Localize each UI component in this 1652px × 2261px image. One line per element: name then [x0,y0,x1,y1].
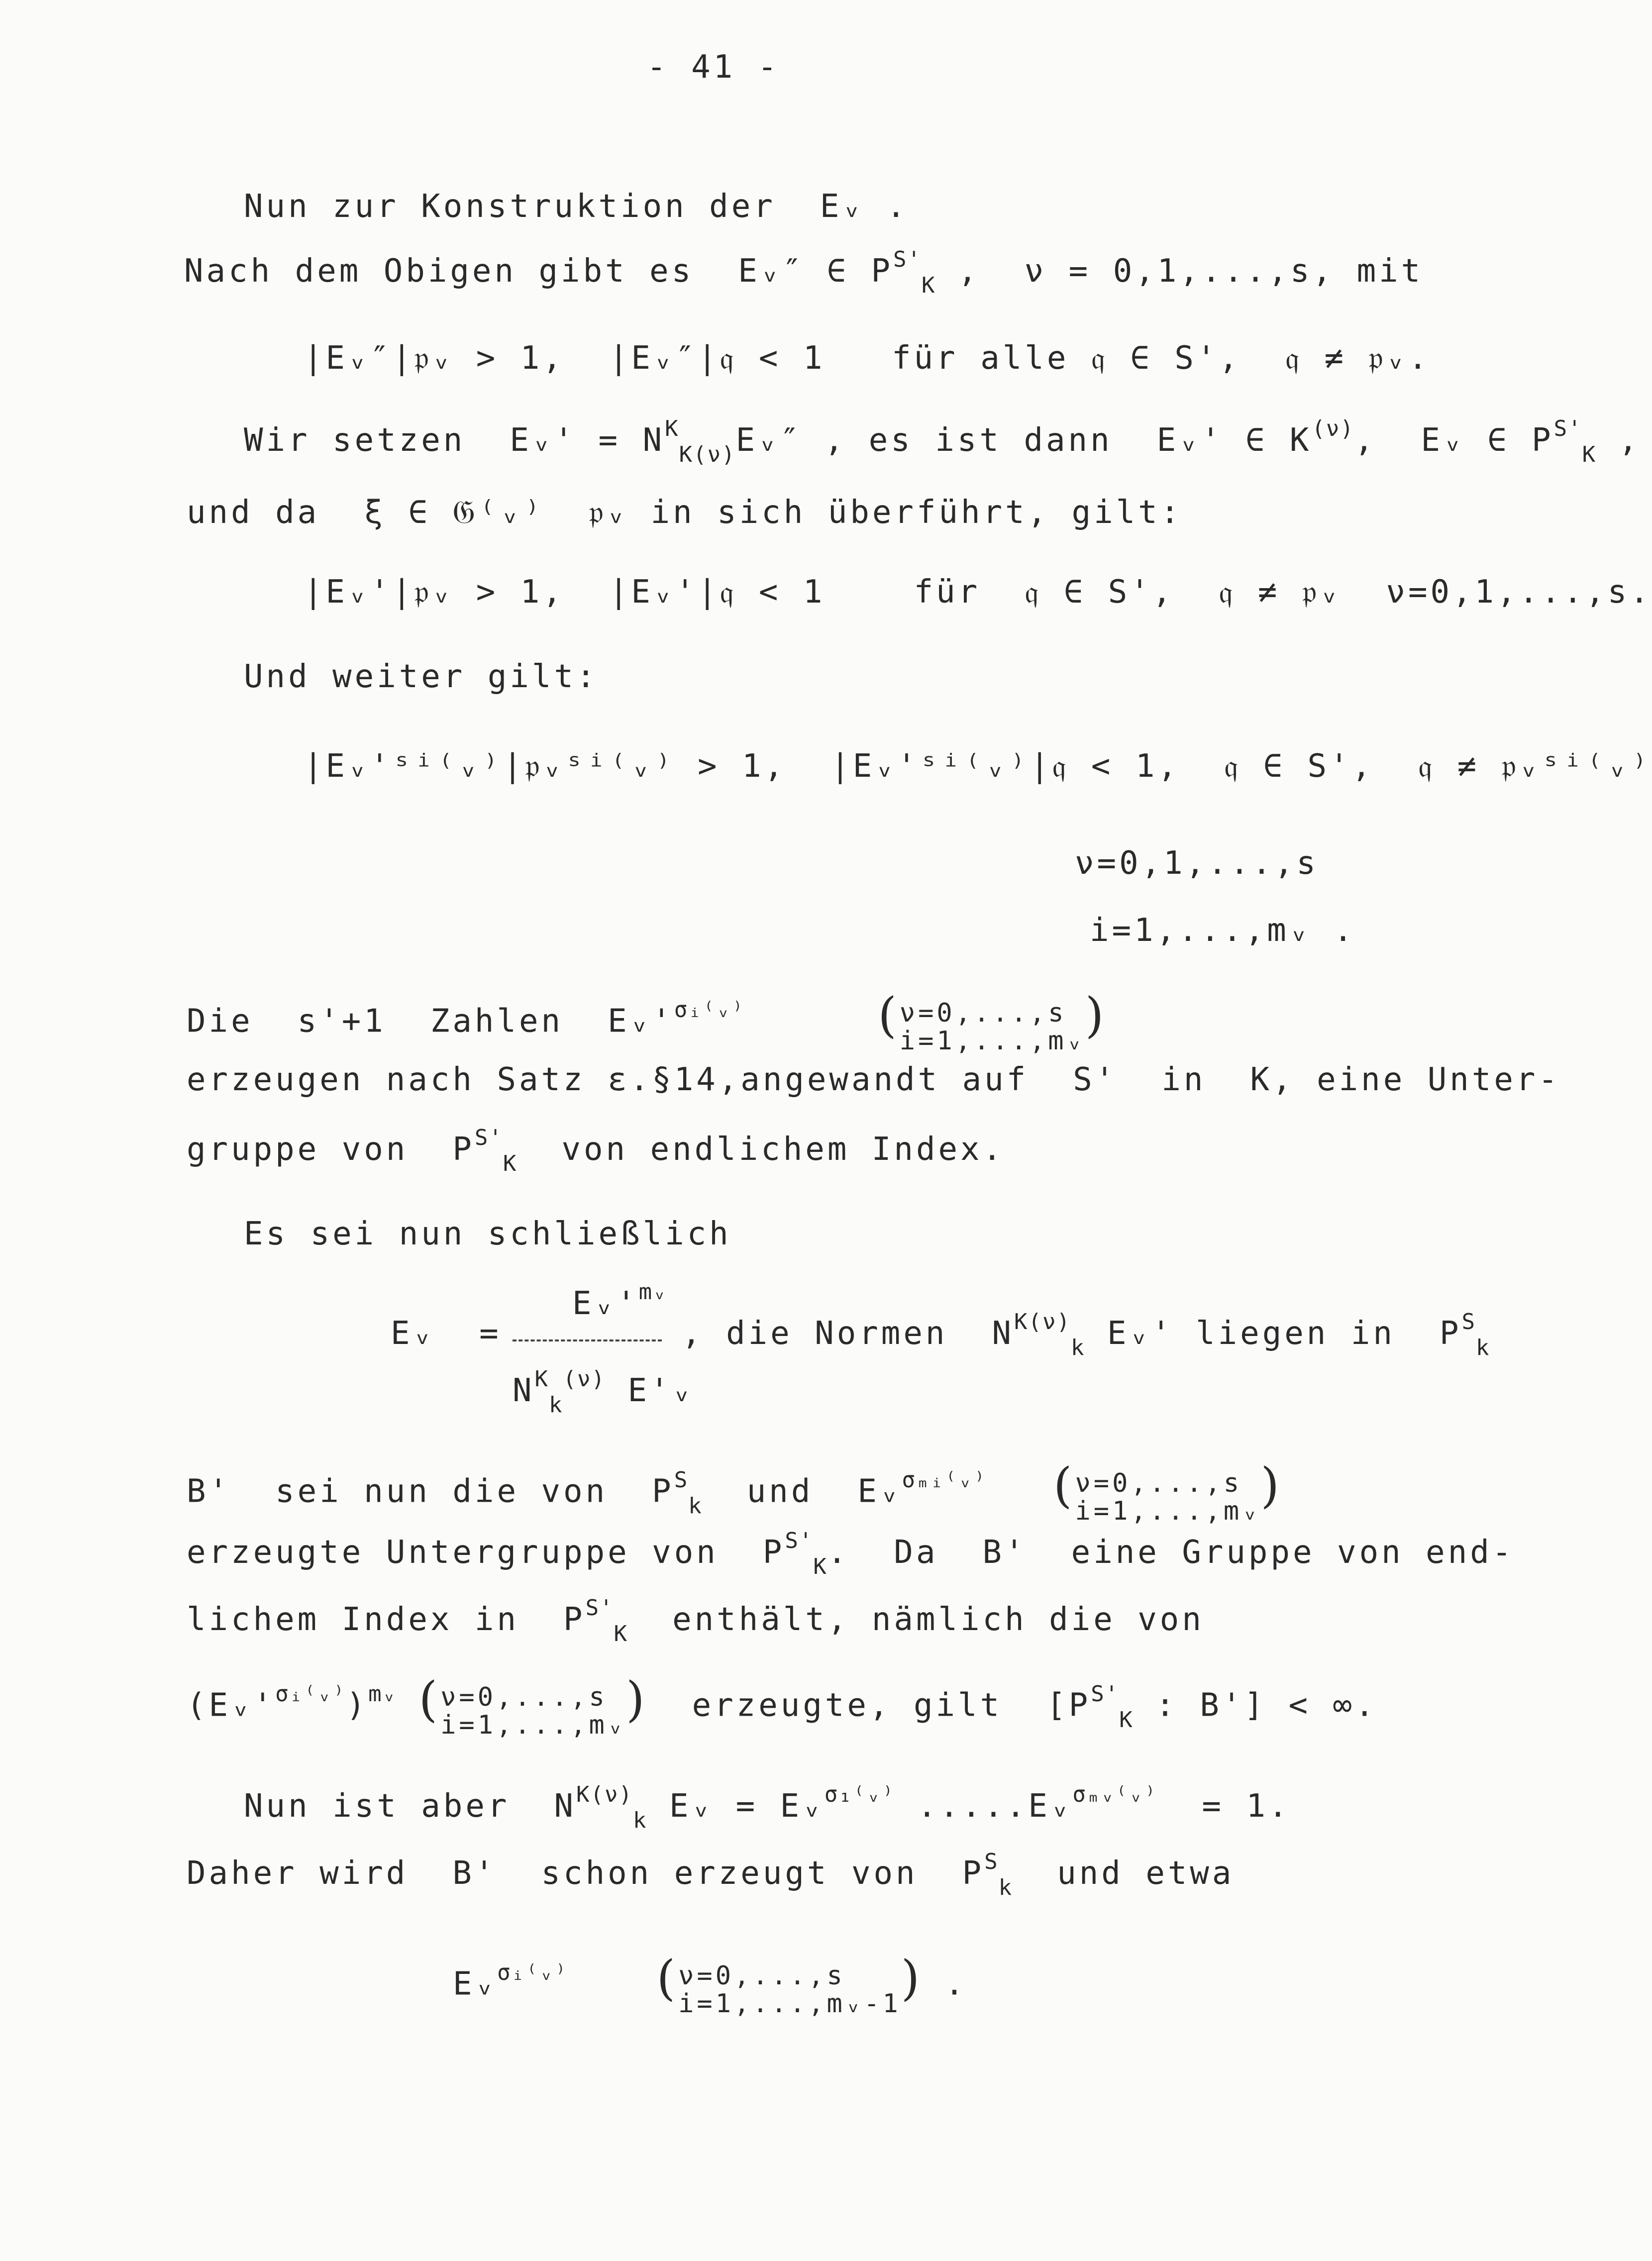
range-line: i=1,...,mᵥ . [1090,912,1356,949]
paren: ( [656,1950,679,2006]
stack-bottom: i=1,...,mᵥ-1 [678,1989,901,2019]
formula-line: |Eᵥ'|𝔭ᵥ > 1, |Eᵥ'|𝔮 < 1 für 𝔮 ∈ S', 𝔮 ≠ 𝔭ᵥ ν=0,1,...,s. [304,574,1652,611]
text-segment: , die Normen N [682,1315,1014,1352]
text-segment: ) [346,1687,369,1724]
subscript: k [688,1493,703,1519]
stack-bottom: i=1,...,mᵥ [899,1026,1085,1056]
text-line [244,1782,1291,1833]
text-segment: , Eᵥ ∈ P [1354,422,1554,459]
index-stack [1075,1469,1260,1525]
stack-top: ν=0,...,s [440,1682,608,1712]
text-segment: (Eᵥ' [187,1687,276,1724]
text-line [187,1849,1235,1900]
index-stack [900,999,1085,1055]
text-segment: Eᵥ [453,1965,498,2003]
paren: ( [418,1671,441,1728]
text-line [187,1595,1204,1646]
text-segment: : B'] < ∞. [1133,1687,1377,1724]
text-segment: und Eᵥ [702,1473,902,1510]
subscript: K [1119,1707,1134,1733]
text-segment: B' sei nun die von P [187,1473,674,1510]
superscript: σₘᵢ⁽ᵥ⁾ [902,1467,987,1493]
subscript: K [614,1621,628,1646]
subscript: k [549,1392,563,1418]
text-segment: Eᵥ″ , es ist dann Eᵥ' ∈ K [735,422,1312,459]
formula-line: |Eᵥ'ˢⁱ⁽ᵥ⁾|𝔭ᵥˢⁱ⁽ᵥ⁾ > 1, |Eᵥ'ˢⁱ⁽ᵥ⁾|𝔮 < 1, 𝔮 ∈ S', 𝔮 ≠ 𝔭ᵥˢⁱ⁽ᵥ⁾ [304,748,1652,785]
superscript: S' [1553,416,1582,441]
superscript: S' [785,1528,814,1553]
stack-top: ν=0,...,s [899,998,1067,1028]
text-line: Nun zur Konstruktion der Eᵥ . [244,188,909,225]
superscript: σₘᵥ⁽ᵥ⁾ [1072,1782,1158,1807]
text-line [682,1309,1490,1360]
index-stack [440,1683,626,1739]
text-line: und da ξ ∈ 𝔊⁽ᵥ⁾ 𝔭ᵥ in sich überführt, gilt: [187,494,1183,531]
superscript: S [984,1849,999,1874]
stack-bottom: i=1,...,mᵥ [1075,1496,1261,1526]
superscript: (ν) [1312,416,1354,441]
superscript: mᵥ [368,1681,397,1707]
paren: ) [626,1671,648,1728]
superscript: K [665,416,679,441]
text-segment: gruppe von P [187,1131,475,1168]
superscript: σᵢ⁽ᵥ⁾ [497,1959,568,1985]
subscript: K [921,273,936,298]
text-segment: , [1596,422,1641,459]
page-number: - 41 - [647,49,780,86]
subscript: k [1475,1335,1490,1360]
superscript: K(ν) [576,1782,633,1807]
subscript: k [1070,1335,1085,1360]
superscript: S' [893,247,922,272]
stack-bottom: i=1,...,mᵥ [440,1710,626,1740]
paren: ( [878,987,900,1043]
text-segment: Die s'+1 Zahlen Eᵥ' [187,1003,674,1040]
superscript: mᵥ [638,1279,667,1305]
fraction-bar [513,1339,662,1341]
superscript: σ₁⁽ᵥ⁾ [824,1782,896,1807]
subscript: k [998,1875,1013,1900]
paren: ) [901,1950,923,2006]
paren: ( [1053,1457,1075,1514]
text-segment: Daher wird B' schon erzeugt von P [187,1855,985,1892]
range-line: ν=0,1,...,s [1075,845,1319,882]
paren: ) [1085,987,1107,1043]
fraction-numerator [572,1279,667,1327]
stack-top: ν=0,...,s [1075,1468,1242,1498]
text-segment: lichem Index in P [187,1601,586,1638]
text-segment: = 1. [1157,1788,1291,1825]
subscript: K [813,1554,827,1579]
fraction-lhs: Eᵥ = [391,1315,502,1352]
text-line: erzeugen nach Satz ε.§14,angewandt auf S' in K, eine Unter- [187,1061,1560,1098]
text-line [187,1125,1005,1176]
subscript: K(ν) [679,442,736,467]
text-segment: Wir setzen Eᵥ' = N [244,422,665,459]
text-segment: Eᵥ' liegen in P [1085,1315,1462,1352]
fraction-denominator [513,1366,695,1418]
text-segment: erzeugte, gilt [P [647,1687,1091,1724]
superscript: σᵢ⁽ᵥ⁾ [275,1681,346,1707]
superscript: S' [474,1125,503,1150]
text-segment: Eᵥ' [572,1285,639,1322]
superscript: σᵢ⁽ᵥ⁾ [674,997,745,1023]
text-segment: erzeugte Untergruppe von P [187,1534,785,1571]
text-segment: . [923,1965,967,2003]
superscript: S' [1091,1681,1120,1707]
text-segment: .....Eᵥ [895,1788,1073,1825]
text-segment: und etwa [1013,1855,1235,1892]
superscript: S' [585,1595,614,1621]
text-segment: Nach dem Obigen gibt es Eᵥ″ ∈ P [184,253,893,290]
paren: ) [1260,1457,1282,1514]
text-line: Und weiter gilt: [244,658,599,695]
formula-line: |Eᵥ″|𝔭ᵥ > 1, |Eᵥ″|𝔮 < 1 für alle 𝔮 ∈ S', 𝔮 ≠ 𝔭ᵥ. [304,340,1431,377]
text-segment: . Da B' eine Gruppe von end- [827,1534,1515,1571]
text-line [184,247,1424,298]
subscript: k [632,1808,647,1833]
text-line: Es sei nun schließlich [244,1216,731,1252]
text-line [187,1671,1377,1740]
text-line [187,1457,1282,1526]
text-line [187,1528,1515,1579]
superscript: (ν) [563,1366,606,1392]
text-segment: N [513,1372,535,1409]
stack-top: ν=0,...,s [678,1961,845,1991]
subscript: K [503,1151,517,1176]
text-line [453,1950,967,2019]
subscript: K [1582,442,1597,467]
text-line [244,416,1641,467]
text-segment: Nun ist aber N [244,1788,576,1825]
text-segment: von endlichem Index. [517,1131,1005,1168]
text-segment: E'ᵥ [606,1372,695,1409]
index-stack [678,1962,901,2018]
text-segment: , ν = 0,1,...,s, mit [935,253,1424,290]
text-line [187,987,1107,1056]
superscript: K [534,1366,549,1392]
text-segment: enthält, nämlich die von [628,1601,1204,1638]
superscript: K(ν) [1014,1309,1071,1335]
superscript: S [1461,1309,1476,1335]
superscript: S [674,1467,689,1493]
text-segment: Eᵥ = Eᵥ [647,1788,825,1825]
